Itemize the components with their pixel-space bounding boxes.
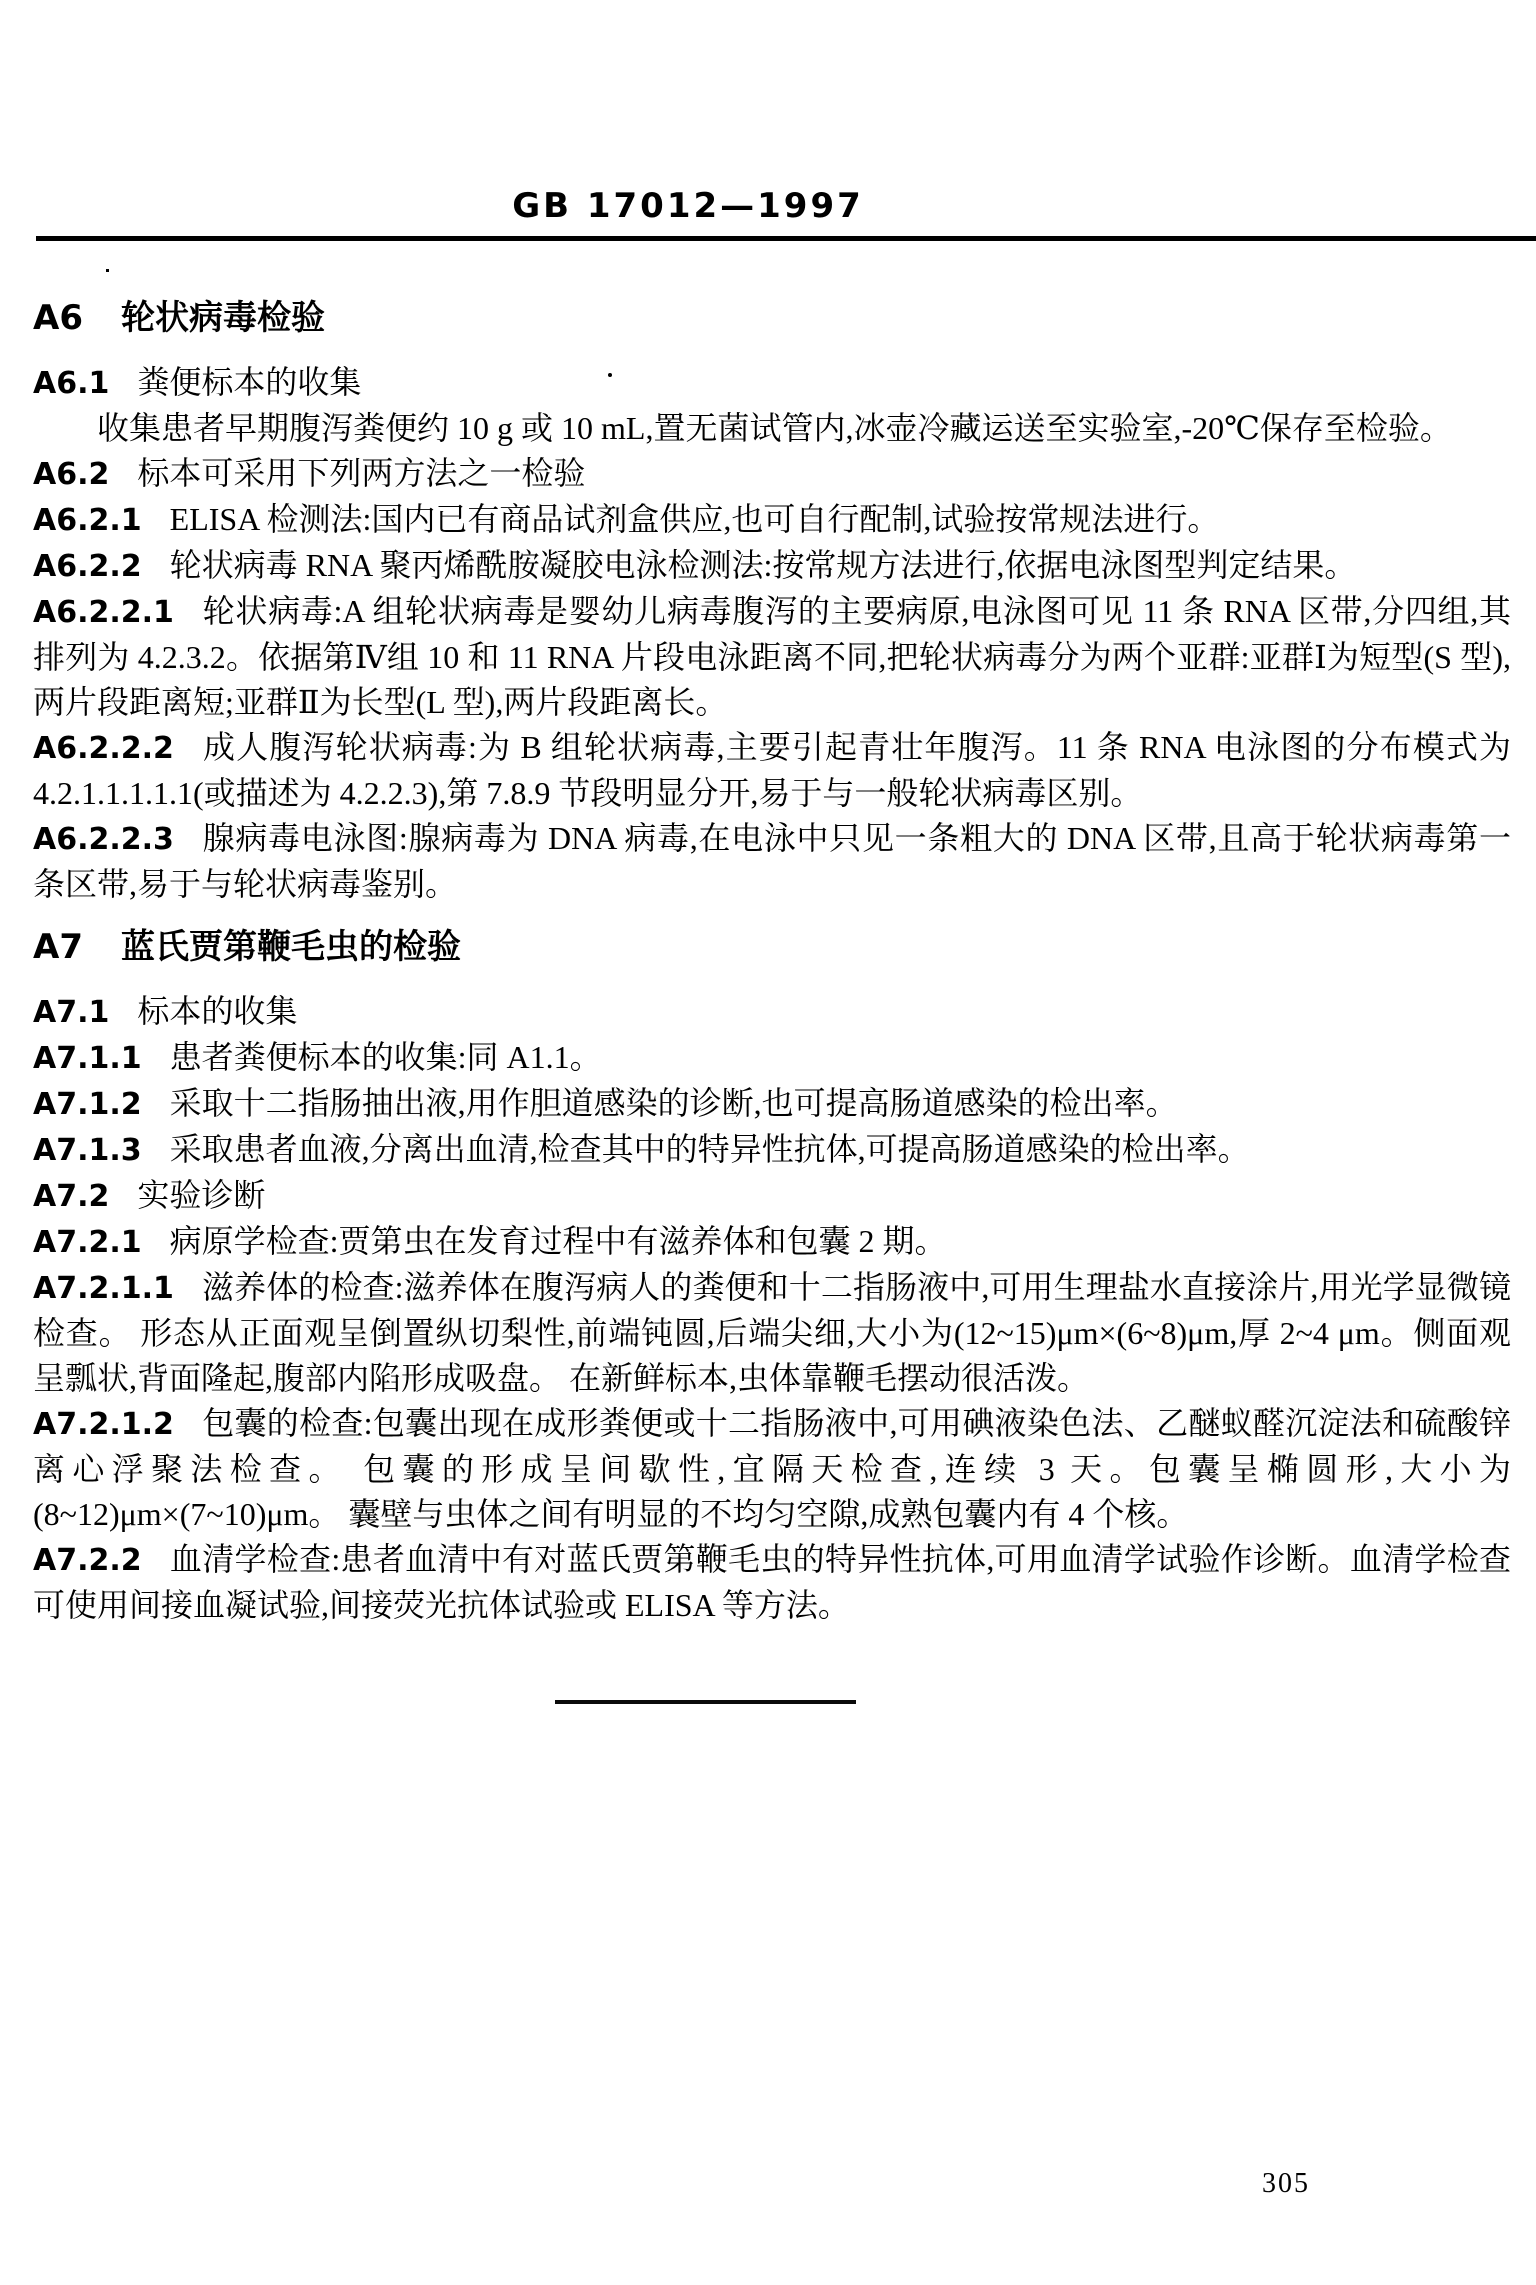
clause-a7-2-1: [33, 1219, 1511, 1265]
chapter-heading-a6: [33, 296, 1511, 340]
clause-number: A6.2.2: [33, 549, 142, 584]
clause-number: A6.2.2.2: [33, 731, 174, 766]
clause-number: A7.2.1: [33, 1225, 142, 1260]
clause-text: 采取十二指肠抽出液,用作胆道感染的诊断,也可提高肠道感染的检出率。: [169, 1085, 1178, 1121]
paragraph-a6-1-body: 收集患者早期腹泻粪便约 10 g 或 10 mL,置无菌试管内,冰壶冷藏运送至实验室,-20℃保存至检验。: [97, 410, 1452, 446]
clause-text: 轮状病毒 RNA 聚丙烯酰胺凝胶电泳检测法:按常规方法进行,依据电泳图型判定结果。: [169, 547, 1357, 583]
clause-a7-1-3: [33, 1127, 1511, 1173]
clause-number: A7.2.2: [33, 1543, 142, 1578]
clause-text: 包囊的检查:包囊出现在成形粪便或十二指肠液中,可用碘液染色法、乙醚蚁醛沉淀法和硫酸锌离心浮聚法检查。 包囊的形成呈间歇性,宜隔天检查,连续 3 天。包囊呈椭圆形,大小为(8~12)μm×(7~10)μm。 囊壁与虫体之间有明显的不均匀空隙,成熟包囊内有 4 个核。: [33, 1405, 1511, 1532]
clause-text: 标本可采用下列两方法之一检验: [137, 455, 586, 491]
clause-number: A7.2: [33, 1179, 110, 1214]
clause-a6-2-2: [33, 543, 1511, 589]
clause-a7-2-1-1: [33, 1265, 1511, 1401]
standard-code: GB 17012—1997: [512, 186, 864, 226]
clause-number: A7.1: [33, 995, 110, 1030]
clause-number: A7.1.1: [33, 1041, 142, 1076]
clause-text: 患者粪便标本的收集:同 A1.1。: [169, 1039, 602, 1075]
chapter-number: A6: [33, 298, 83, 338]
clause-a7-2: [33, 1173, 1511, 1219]
clause-a6-2-2-3: [33, 816, 1511, 907]
clause-a6-1: [33, 360, 1511, 406]
clause-text: 实验诊断: [137, 1177, 266, 1213]
clause-a7-2-2: [33, 1537, 1511, 1628]
clause-a7-1-2: [33, 1081, 1511, 1127]
clause-text: 成人腹泻轮状病毒:为 B 组轮状病毒,主要引起青壮年腹泻。11 条 RNA 电泳图的分布模式为 4.2.1.1.1.1.1(或描述为 4.2.2.3),第 7.8.9 节段明显分开,易于与一般轮状病毒区别。: [33, 729, 1511, 811]
document-body: [33, 278, 1511, 1628]
clause-text: 标本的收集: [137, 993, 298, 1029]
chapter-title: 轮状病毒检验: [120, 298, 325, 338]
end-of-text-divider: [555, 1700, 856, 1704]
clause-a6-2: [33, 451, 1511, 497]
clause-text: 血清学检查:患者血清中有对蓝氏贾第鞭毛虫的特异性抗体,可用血清学试验作诊断。血清学检查可使用间接血凝试验,间接荧光抗体试验或 ELISA 等方法。: [33, 1541, 1511, 1623]
clause-text: 采取患者血液,分离出血清,检查其中的特异性抗体,可提高肠道感染的检出率。: [169, 1131, 1250, 1167]
clause-number: A6.2.1: [33, 503, 142, 538]
clause-text: 病原学检查:贾第虫在发育过程中有滋养体和包囊 2 期。: [169, 1223, 947, 1259]
chapter-number: A7: [33, 927, 83, 967]
chapter-title: 蓝氏贾第鞭毛虫的检验: [120, 927, 461, 967]
clause-text: 粪便标本的收集: [137, 364, 362, 400]
clause-number: A7.1.2: [33, 1087, 142, 1122]
clause-text: ELISA 检测法:国内已有商品试剂盒供应,也可自行配制,试验按常规法进行。: [169, 501, 1220, 537]
header-rule: [36, 236, 1536, 241]
clause-a7-1-1: [33, 1035, 1511, 1081]
chapter-heading-a7: [33, 925, 1511, 969]
clause-number: A6.1: [33, 366, 110, 401]
clause-a7-1: [33, 989, 1511, 1035]
clause-text: 腺病毒电泳图:腺病毒为 DNA 病毒,在电泳中只见一条粗大的 DNA 区带,且高于轮状病毒第一条区带,易于与轮状病毒鉴别。: [33, 820, 1511, 902]
page-number: 305: [1262, 2168, 1310, 2199]
clause-a6-2-2-2: [33, 725, 1511, 816]
clause-number: A7.2.1.1: [33, 1271, 174, 1306]
clause-number: A6.2: [33, 457, 110, 492]
clause-text: 轮状病毒:A 组轮状病毒是婴幼儿病毒腹泻的主要病原,电泳图可见 11 条 RNA 区带,分四组,其排列为 4.2.3.2。依据第Ⅳ组 10 和 11 RNA 片段电泳距离不同,把轮状病毒分为两个亚群:亚群Ⅰ为短型(S 型),两片段距离短;亚群Ⅱ为长型(L 型),两片段距离长。: [33, 593, 1511, 720]
clause-number: A6.2.2.3: [33, 822, 174, 857]
clause-a6-2-2-1: [33, 589, 1511, 725]
clause-number: A7.2.1.2: [33, 1407, 174, 1442]
clause-number: A7.1.3: [33, 1133, 142, 1168]
clause-a7-2-1-2: [33, 1401, 1511, 1537]
clause-a6-2-1: [33, 497, 1511, 543]
scan-speck: [106, 269, 109, 272]
clause-text: 滋养体的检查:滋养体在腹泻病人的粪便和十二指肠液中,可用生理盐水直接涂片,用光学显微镜检查。 形态从正面观呈倒置纵切梨性,前端钝圆,后端尖细,大小为(12~15)μm×(6~8)μm,厚 2~4 μm。侧面观呈瓢状,背面隆起,腹部内陷形成吸盘。 在新鲜标本,虫体靠鞭毛摆动很活泼。: [33, 1269, 1511, 1396]
clause-number: A6.2.2.1: [33, 595, 174, 630]
